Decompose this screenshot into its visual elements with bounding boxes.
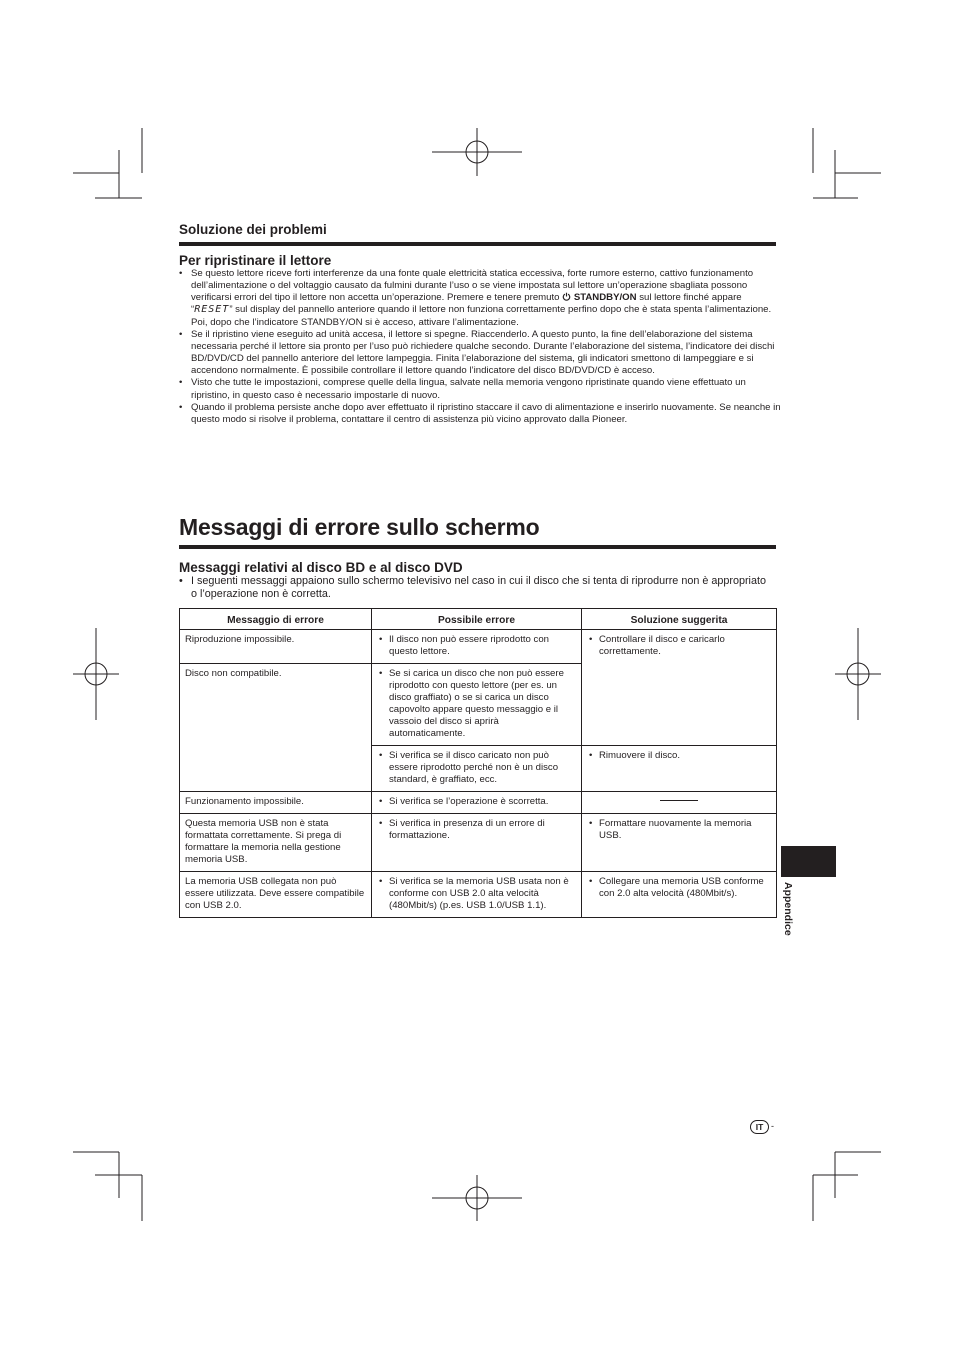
reset-bullet-2: • Se il ripristino viene eseguito ad unità accesa, il lettore si spegne. Riaccenderlo. A questo punto, la fine dell’elaborazione del sistema necessaria perché il lettore sia pronto per l’uso può richiedere qualche secondo. Durante l’elaborazione del sistema, l’indicatore dei dischi BD/DVD/CD del pannello anteriore del lettore lampeggia. Finita l’elaborazione del sistema, gli indicatori smettono di lampeggiare e si accendono normalmente. È possibile controllare il lettore quando l’indicatore del disco BD/DVD/CD è acceso.: [179, 329, 782, 378]
table-row: [180, 630, 777, 664]
registration-mark-top: [432, 128, 522, 176]
message-cell: Disco non compatibile.: [180, 664, 372, 792]
message-cell: Questa memoria USB non è stata formattata correttamente. Si prega di formattare la memoria nella gestione memoria USB.: [180, 814, 372, 872]
cause-cell: • Si verifica in presenza di un errore di formattazione.: [372, 814, 582, 872]
registration-mark-left: [73, 628, 119, 720]
reset-bullet-3: • Visto che tutte le impostazioni, comprese quelle della lingua, salvate nella memoria vengono ripristinate quando viene effettuato un ripristino, in questo caso è necessario impostarle di nuovo.: [179, 377, 782, 401]
cause-cell: • Il disco non può essere riprodotto con questo lettore.: [372, 630, 582, 664]
table-row: [180, 872, 777, 918]
table-header-row: [180, 609, 777, 630]
registration-mark-bottom: [432, 1175, 522, 1221]
solution-cell: • Controllare il disco e caricarlo correttamente.: [582, 630, 777, 746]
reset-bullet-1: [179, 268, 782, 329]
cause-cell: • Si verifica se il disco caricato non può essere riprodotto perché non è un disco standard, è graffiato, ecc.: [372, 746, 582, 792]
errors-intro: • I seguenti messaggi appaiono sullo schermo televisivo nel caso in cui il disco che si tenta di riprodurre non è appropriato o l’operazione non è corretta.: [179, 575, 769, 601]
title-rule: [179, 545, 776, 549]
header-solution: Soluzione suggerita: [582, 609, 777, 630]
table-row: [180, 792, 777, 814]
reset-bullet-1-text-c: ” sul display del pannello anteriore quando il lettore non funziona correttamente perfino dopo che è stata spenta l’alimentazione. Poi, dopo che l’indicatore STANDBY/ON si è acceso, attivare l’alimentazione.: [191, 304, 772, 328]
solution-cell: • Collegare una memoria USB conforme con 2.0 alta velocità (480Mbit/s).: [582, 872, 777, 918]
registration-mark-right: [835, 628, 881, 720]
reset-bullet-4: • Quando il problema persiste anche dopo aver effettuato il ripristino staccare il cavo di alimentazione e inserirlo nuovamente. Se neanche in questo modo si risolve il problema, contattare il centro di assistenza più vicino approvato dalla Pioneer.: [179, 402, 782, 426]
header-message: Messaggio di errore: [180, 609, 372, 630]
chapter-tab: [781, 846, 836, 877]
message-cell: Funzionamento impossibile.: [180, 792, 372, 814]
message-cell: Riproduzione impossibile.: [180, 630, 372, 664]
reset-bullet-1-text-a: Se questo lettore riceve forti interferenze da una fonte quale elettricità statica eccessiva, forte rumore esterno, cattivo funzionamento dell’alimentazione o del voltaggio causato da fulmini durante l’uso o se viene impostata sul lettore un’operazione sbagliata possono verificarsi errori del tipo il lettore non accetta un’operazione. Premere e tenere premuto: [191, 268, 754, 304]
errors-subheading: Messaggi relativi al disco BD e al disco DVD: [179, 560, 463, 575]
cause-cell: • Si verifica se la memoria USB usata non è conforme con USB 2.0 alta velocità (480Mbit/s) (p.es. USB 1.0/USB 1.1).: [372, 872, 582, 918]
reset-bullet-1-text-b: sul lettore finché appare “: [191, 292, 742, 316]
reset-display-text: RESET: [194, 304, 230, 316]
errors-intro-list: [179, 575, 769, 601]
chapter-label-text: Appendice: [782, 882, 794, 936]
standby-on-button-label: STANDBY/ON: [573, 292, 637, 304]
power-icon: [562, 292, 571, 303]
page-title: Messaggi di errore sullo schermo: [179, 514, 540, 540]
header-cause: Possibile errore: [372, 609, 582, 630]
reset-bullet-list: [179, 268, 782, 426]
error-messages-table: [179, 608, 777, 918]
language-badge: IT: [750, 1120, 769, 1134]
solution-cell: • Rimuovere il disco.: [582, 746, 777, 792]
solution-cell-empty: [582, 792, 777, 814]
chapter-side-label: [780, 882, 796, 944]
message-cell: La memoria USB collegata non può essere utilizzata. Deve essere compatibile con USB 2.0.: [180, 872, 372, 918]
empty-dash: [660, 800, 698, 801]
cause-cell: • Si verifica se l’operazione è scorretta.: [372, 792, 582, 814]
cause-cell: • Se si carica un disco che non può essere riprodotto con questo lettore (per es. un disco graffiato) o se si carica un disco capovolto appare questo messaggio e il vassoio del disco si aprirà automaticamente.: [372, 664, 582, 746]
section-title: Soluzione dei problemi: [179, 222, 327, 237]
solution-cell: • Formattare nuovamente la memoria USB.: [582, 814, 777, 872]
table-row: [180, 814, 777, 872]
page-number: -: [771, 1121, 774, 1131]
reset-heading: Per ripristinare il lettore: [179, 253, 332, 268]
section-rule: [179, 242, 776, 246]
